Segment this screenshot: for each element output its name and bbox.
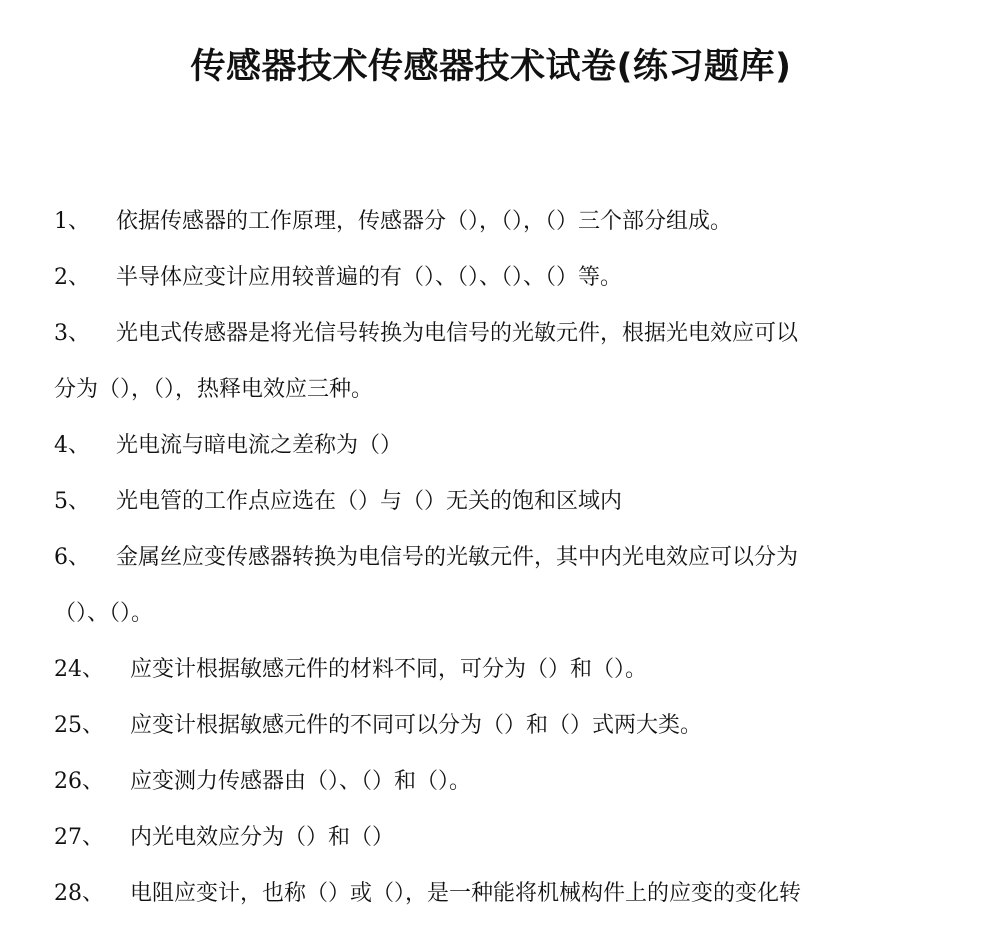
- question-text: 光电式传感器是将光信号转换为电信号的光敏元件，根据光电效应可以: [116, 321, 799, 346]
- question-3-continuation: [54, 370, 373, 410]
- document-title: 传感器技术传感器技术试卷(练习题库): [190, 47, 792, 87]
- question-24: [54, 650, 647, 690]
- question-26: [54, 762, 471, 802]
- question-number: 4、: [54, 433, 90, 458]
- question-text-continuation: 分为（），（），热释电效应三种。: [54, 377, 374, 402]
- question-text: 光电管的工作点应选在（）与（）无关的饱和区域内: [116, 489, 623, 514]
- question-number: 27、: [54, 825, 104, 850]
- question-text: 金属丝应变传感器转换为电信号的光敏元件，其中内光电效应可以分为: [116, 545, 799, 570]
- question-text: 应变测力传感器由（）、（）和（）。: [130, 769, 472, 794]
- question-1: [54, 202, 732, 242]
- question-text: 应变计根据敏感元件的材料不同，可分为（）和（）。: [130, 657, 648, 682]
- question-25: [54, 706, 702, 746]
- question-4: [54, 426, 402, 466]
- question-number: 25、: [54, 713, 104, 738]
- question-number: 6、: [54, 545, 90, 570]
- question-number: 5、: [54, 489, 90, 514]
- question-text: 内光电效应分为（）和（）: [130, 825, 395, 850]
- question-5: [54, 482, 622, 522]
- question-text: 应变计根据敏感元件的不同可以分为（）和（）式两大类。: [130, 713, 703, 738]
- question-text: 依据传感器的工作原理，传感器分（），（），（）三个部分组成。: [116, 209, 733, 234]
- question-text-continuation: （）、（）。: [54, 601, 154, 626]
- question-text: 半导体应变计应用较普遍的有（）、（）、（）、（）等。: [116, 265, 623, 290]
- question-text: 光电流与暗电流之差称为（）: [116, 433, 403, 458]
- question-27: [54, 818, 394, 858]
- question-3: [54, 314, 798, 354]
- question-number: 24、: [54, 657, 104, 682]
- question-number: 2、: [54, 265, 90, 290]
- question-2: [54, 258, 622, 298]
- question-6-continuation: [54, 594, 153, 634]
- question-6: [54, 538, 798, 578]
- question-number: 28、: [54, 881, 104, 906]
- question-number: 26、: [54, 769, 104, 794]
- question-number: 3、: [54, 321, 90, 346]
- question-28: [54, 874, 801, 914]
- question-text: 电阻应变计，也称（）或（），是一种能将机械构件上的应变的变化转: [130, 881, 802, 906]
- question-number: 1、: [54, 209, 90, 234]
